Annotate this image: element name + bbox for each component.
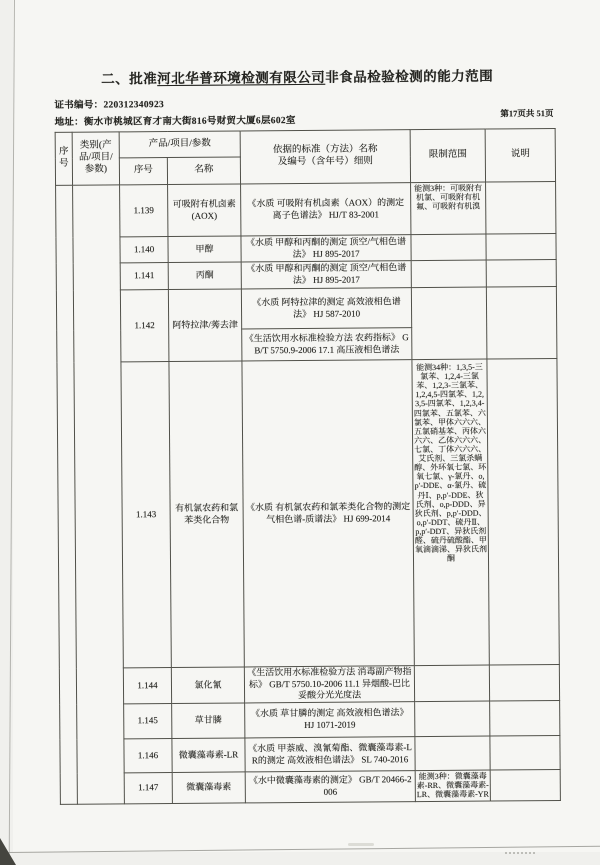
cell-no: 1.144 [123,668,171,704]
cell-name: 丙酮 [168,262,241,290]
cell-note [490,770,560,802]
cell-limit: 能测3种：可吸附有机氯、可吸附有机氟、可吸附有机溴 [411,182,486,235]
cell-no: 1.141 [120,263,168,290]
cell-limit [415,770,490,802]
cell-standard: 《水质 甲醇和丙酮的测定 顶空/气相色谱法》 HJ 895-2017 [241,261,411,289]
col-header-standard: 依据的标准（方法）名称 及编号（含年号）细则 [240,130,410,184]
address-label: 地址： [54,117,85,128]
cell-name: 有机氯农药和氯苯类化合物 [169,361,244,668]
cell-note [489,664,559,701]
cell-standard: 《水中微囊藻毒素的测定》 GB/T 20466-2006 [245,771,415,803]
cell-no: 1.143 [121,362,171,668]
cell-standard: 《水质 可吸附有机卤素（AOX）的测定 离子色谱法》 HJ/T 83-2001 [241,183,411,236]
address-line [54,112,295,128]
table-row [56,233,556,263]
limit-text: 能测3种：微囊藻毒素-RR、微囊藻毒素-LR、微囊藻毒素-YR [416,771,489,800]
cell-note [486,233,556,260]
cell-note [486,259,556,287]
cell-standard: 《水质 草甘膦的测定 高效液相色谱法》 HJ 1071-2019 [245,702,415,738]
col-header-limit: 限制范围 [410,129,485,183]
category-spacer-cell [73,185,125,804]
cell-name: 氯化氰 [171,667,244,704]
table-row [60,770,560,805]
cell-limit [412,359,489,666]
cell-name: 阿特拉津/莠去津 [168,289,242,362]
cell-no: 1.145 [124,704,172,739]
cell-no: 1.146 [124,739,172,773]
cell-limit [414,665,489,702]
cell-name: 微囊藻毒素 [172,772,245,804]
limit-text: 能测34种：1,3,5-三氯苯、1,2,4-三氯苯、1,2,3-三氯苯、1,2,4,5-四氯苯、1,2,3,5-四氯苯、1,2,3,4-四氯苯、五氯苯、六氯苯、甲体六六六、五氯硝基苯、丙体六六六、乙体六六六、七氯、丁体六六六、艾氏剂、三氯杀螨醇、外环氧七氯、环氧七氯、γ-氯丹、o,p′-DDE、α-氯丹、硫丹Ⅰ、p,p′-DDE、狄氏剂、o,p-DDD、异狄氏剂、p,p′-DDD、o,p′-DDT、硫丹Ⅱ、p,p′-DDT、异狄氏剂醛、硫丹硫酸酯、甲氧滴滴涕、异狄氏剂酮 [413,362,487,564]
cell-limit [411,287,487,360]
page-title [0,64,597,89]
page-number: 第17页共 51页 [500,107,554,119]
table-row [56,181,556,237]
cell-name: 微囊藻毒素-LR [172,738,245,773]
col-header-note: 说明 [485,128,555,182]
table-row [59,664,559,704]
cell-note [490,701,560,737]
cell-name: 甲醇 [168,236,241,263]
cell-no: 1.140 [120,237,168,263]
cell-standard: 《水质 阿特拉津的测定 高效液相色谱法》 HJ 587-2010 [241,288,411,329]
col-header-index: 序号 [55,132,72,185]
cell-standard: 《水质 甲醇和丙酮的测定 顶空/气相色谱法》 HJ 895-2017 [241,235,411,262]
cell-name: 草甘膦 [172,703,245,739]
cell-no: 1.147 [124,773,172,804]
certificate-number-line [54,96,164,111]
cell-limit [415,736,490,771]
title-prefix: 二、批准 [101,71,158,87]
cell-note [486,181,556,234]
table-row [56,286,556,330]
title-suffix: 非食品检验检测的能力范围 [325,68,494,85]
certificate-value: 220312340923 [103,100,165,111]
table-row [60,701,560,740]
table-row [57,358,559,668]
cell-standard: 《水质 有机氯农药和氯苯类化合物的测定 气相色谱-质谱法》 HJ 699-2014 [242,360,414,667]
cell-no: 1.142 [120,290,169,362]
cell-name: 可吸附有机卤素 (AOX) [168,184,241,237]
table-row [56,259,556,290]
cell-limit [411,260,486,288]
cell-limit [411,234,486,261]
cell-standard-2: 《生活饮用水标准检验方法 农药指标》 GB/T 5750.9-2006 17.1 高压液相色谱法 [242,328,412,361]
cell-standard: 《生活饮用水标准检验方法 消毒副产物指标》 GB/T 5750.10-2006 11.1 异烟酸-巴比妥酸分光光度法 [244,666,414,703]
cell-standard: 《水质 甲萘威、溴氰菊酯、微囊藻毒素-LR的测定 高效液相色谱法》 SL 740-2016 [245,737,415,772]
col-header-sub-index: 序号 [119,158,167,185]
col-header-sub-name: 名称 [167,157,240,185]
capability-table [55,128,561,805]
certificate-label: 证书编号： [54,100,104,111]
col-header-category: 类别(产品/项目/参数) [72,132,119,185]
cell-no: 1.139 [120,185,168,237]
company-name: 河北华普环境检测有限公司 [157,69,326,87]
address-value: 衡水市桃城区育才南大街816号财贸大厦6层602室 [83,116,296,128]
cell-note [490,736,560,771]
cell-note [486,286,557,359]
table-row [60,736,560,774]
cell-note [487,358,559,665]
col-header-group: 产品/项目/参数 [119,131,240,158]
cell-limit [415,701,490,737]
